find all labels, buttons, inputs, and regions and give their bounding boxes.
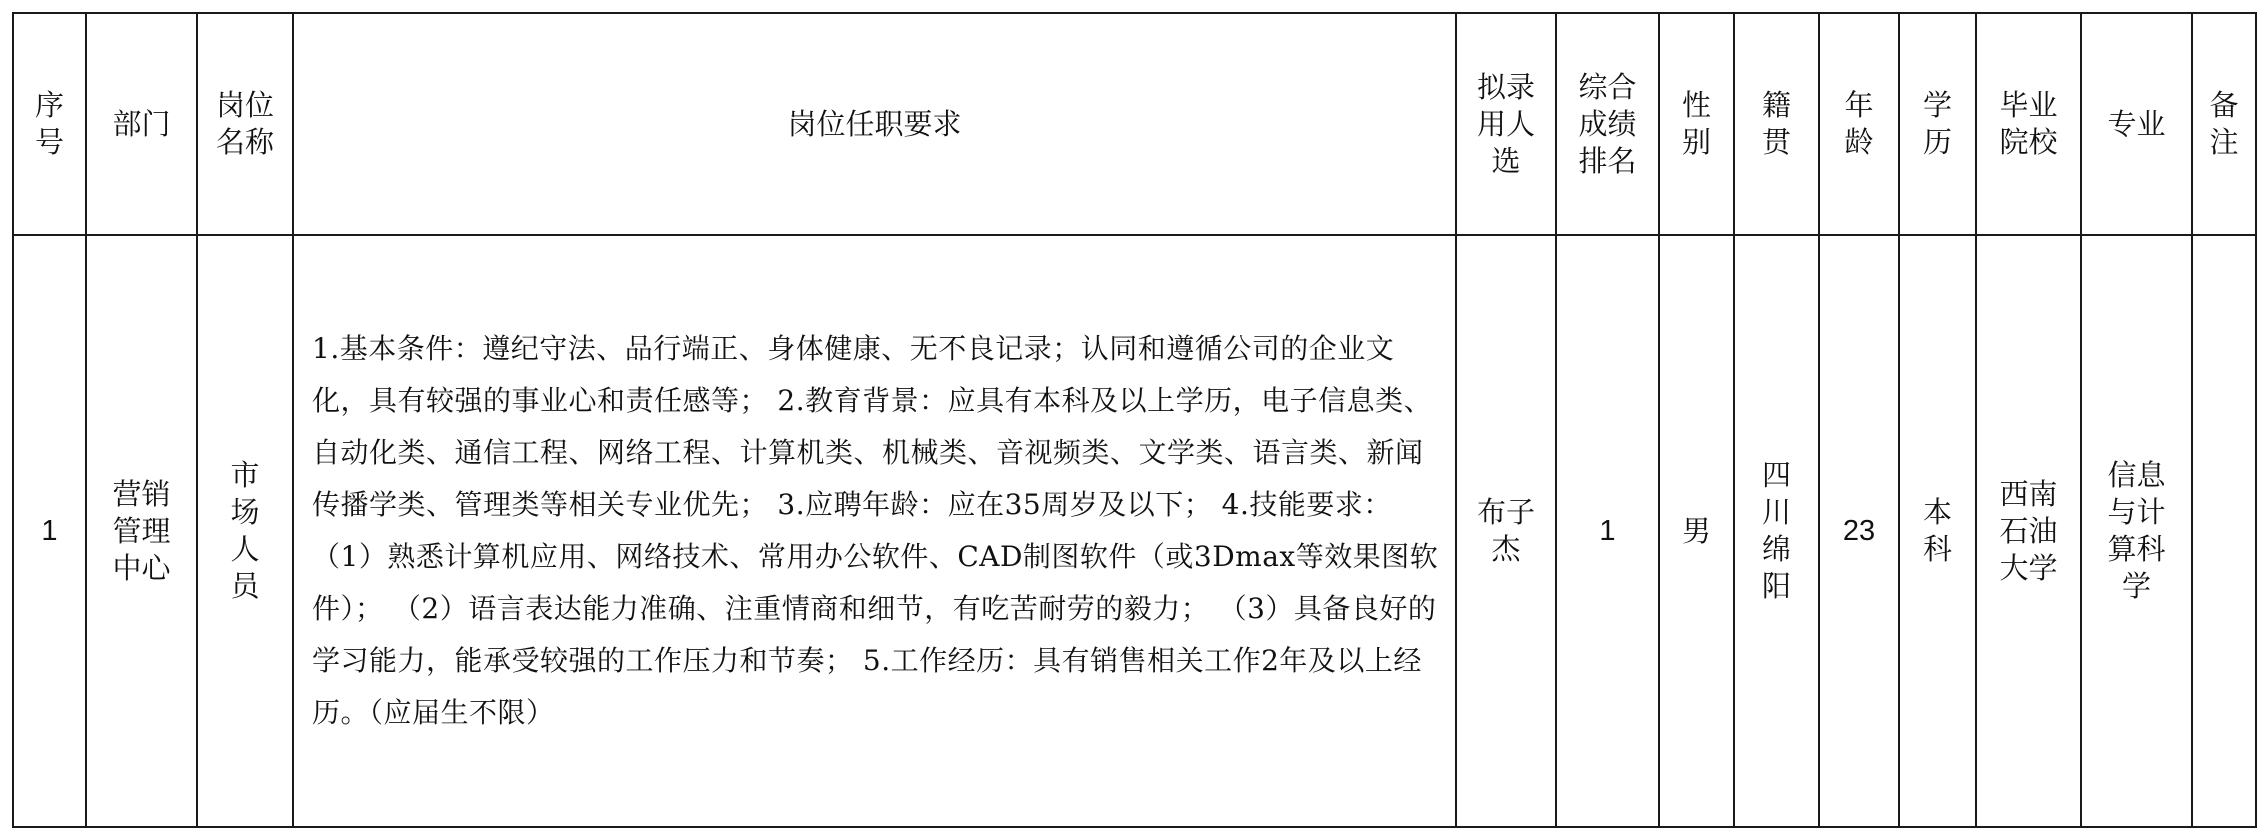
cell-dept: 营销管理中心	[86, 235, 197, 827]
header-dept: 部门	[86, 13, 197, 235]
cell-origin: 四川绵阳	[1734, 235, 1819, 827]
header-education: 学历	[1899, 13, 1976, 235]
header-seq: 序号	[13, 13, 86, 235]
header-school: 毕业院校	[1976, 13, 2081, 235]
header-remark: 备注	[2192, 13, 2256, 235]
header-gender: 性别	[1659, 13, 1734, 235]
cell-gender: 男	[1659, 235, 1734, 827]
cell-requirements: 1.基本条件：遵纪守法、品行端正、身体健康、无不良记录；认同和遵循公司的企业文化，具有较强的事业心和责任感等； 2.教育背景：应具有本科及以上学历，电子信息类、自动化类、通信工程、网络工程、计算机类、机械类、音视频类、文学类、语言类、新闻传播学类、管理类等相关专业优先； 3.应聘年龄：应在35周岁及以下； 4.技能要求： （1）熟悉计算机应用、网络技术、常用办公软件、CAD制图软件（或3Dmax等效果图软件）； （2）语言表达能力准确、注重情商和细节，有吃苦耐劳的毅力； （3）具备良好的学习能力，能承受较强的工作压力和节奏； 5.工作经历：具有销售相关工作2年及以上经历。（应届生不限）	[293, 235, 1456, 827]
header-candidate: 拟录用人选	[1456, 13, 1556, 235]
cell-remark	[2192, 235, 2256, 827]
cell-school: 西南石油大学	[1976, 235, 2081, 827]
cell-age: 23	[1819, 235, 1899, 827]
header-row	[13, 13, 2256, 235]
cell-position: 市场人员	[197, 235, 293, 827]
cell-rank: 1	[1556, 235, 1659, 827]
header-age: 年龄	[1819, 13, 1899, 235]
header-requirements: 岗位任职要求	[293, 13, 1456, 235]
recruitment-result-table	[12, 12, 2257, 828]
table-row	[13, 235, 2256, 827]
cell-candidate: 布子杰	[1456, 235, 1556, 827]
cell-seq: 1	[13, 235, 86, 827]
header-major: 专业	[2081, 13, 2192, 235]
cell-major: 信息与计算科学	[2081, 235, 2192, 827]
header-origin: 籍贯	[1734, 13, 1819, 235]
header-position: 岗位名称	[197, 13, 293, 235]
header-rank: 综合成绩排名	[1556, 13, 1659, 235]
cell-education: 本科	[1899, 235, 1976, 827]
